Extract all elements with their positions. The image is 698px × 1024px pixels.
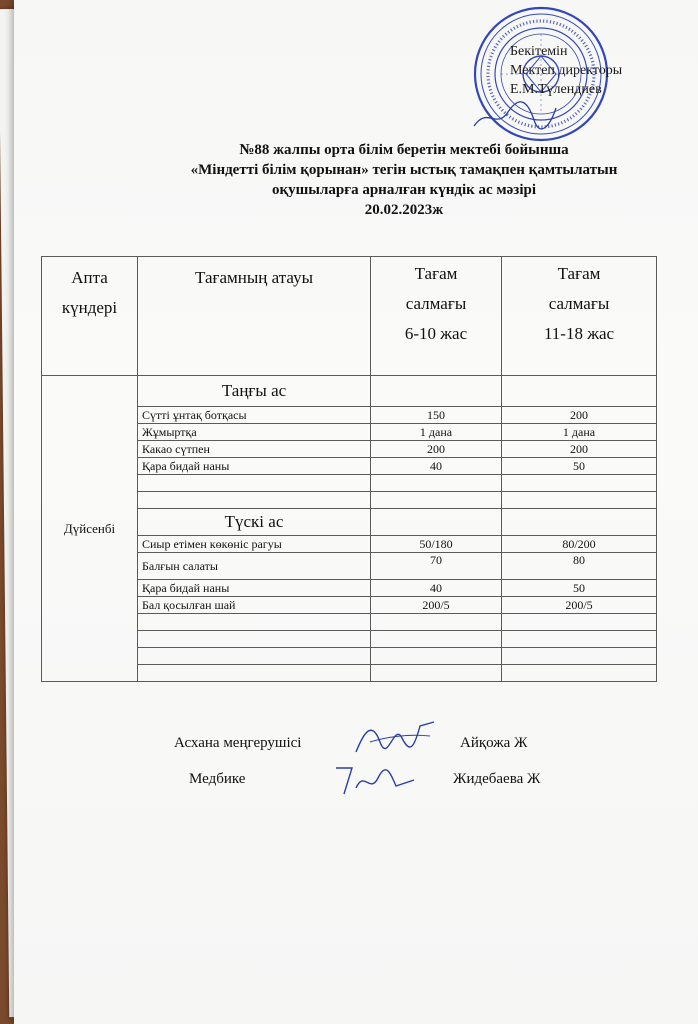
cook-signature: [350, 712, 440, 758]
weight-6-10: 1 дана: [371, 424, 502, 441]
header-text: Тағам: [414, 264, 458, 283]
title-line: «Міндетті білім қорынан» тегін ыстық тамақпен қамтылатын: [190, 162, 618, 178]
table-cell: [138, 614, 371, 631]
table-cell: [371, 376, 502, 407]
weight-11-18: 80/200: [502, 536, 657, 553]
header-text: күндері: [61, 298, 118, 317]
director-signature: [470, 96, 560, 136]
table-cell: [371, 614, 502, 631]
header-text: Тағам: [557, 264, 601, 283]
table-cell: [502, 648, 657, 665]
day-cell: Дүйсенбі: [42, 376, 138, 682]
approval-block: [510, 42, 670, 99]
dish-name: Жұмыртқа: [138, 424, 371, 441]
weight-6-10: 50/180: [371, 536, 502, 553]
table-cell: [138, 631, 371, 648]
weight-6-10: 40: [371, 458, 502, 475]
document-title: [94, 140, 698, 220]
weight-11-18: 200: [502, 407, 657, 424]
title-date: 20.02.2023ж: [364, 202, 444, 218]
weight-11-18: 1 дана: [502, 424, 657, 441]
table-cell: [502, 509, 657, 536]
table-cell: [138, 665, 371, 682]
table-cell: [138, 492, 371, 509]
title-line: №88 жалпы орта білім беретін мектебі бойынша: [239, 142, 569, 158]
weight-11-18: 50: [502, 580, 657, 597]
title-line: оқушыларға арналған күндік ас мәзірі: [272, 182, 536, 198]
weight-6-10: 150: [371, 407, 502, 424]
table-cell: [371, 509, 502, 536]
weight-11-18: 50: [502, 458, 657, 475]
dish-name: Қара бидай наны: [138, 580, 371, 597]
dish-name: Сиыр етімен көкөніс рагуы: [138, 536, 371, 553]
table-row: [42, 376, 657, 407]
table-cell: [371, 492, 502, 509]
dish-name: Сүтті ұнтақ ботқасы: [138, 407, 371, 424]
header-week-days: [42, 257, 138, 376]
header-text: салмағы: [405, 294, 467, 313]
table-cell: [138, 475, 371, 492]
table-cell: [502, 475, 657, 492]
dish-name: Какао сүтпен: [138, 441, 371, 458]
table-cell: [502, 376, 657, 407]
dish-name: Бал қосылған шай: [138, 597, 371, 614]
table-cell: [502, 492, 657, 509]
header-text: Апта: [71, 268, 108, 287]
nurse-signature: [330, 760, 420, 800]
weight-6-10: 200: [371, 441, 502, 458]
weight-6-10: 200/5: [371, 597, 502, 614]
table-cell: [138, 648, 371, 665]
weight-11-18: 200/5: [502, 597, 657, 614]
table-cell: [371, 631, 502, 648]
table-cell: [371, 648, 502, 665]
signature-name-nurse: Жидебаева Ж: [453, 771, 541, 787]
table-cell: [371, 475, 502, 492]
approval-line: Бекітемін: [510, 44, 568, 59]
weight-6-10: 40: [371, 580, 502, 597]
header-text: 11-18 жас: [543, 324, 615, 343]
weight-6-10: 70: [371, 553, 502, 580]
header-dish-name: Тағамның атауы: [138, 257, 371, 376]
weight-11-18: 200: [502, 441, 657, 458]
header-text: салмағы: [548, 294, 610, 313]
header-text: 6-10 жас: [404, 324, 468, 343]
signature-role-cook: Асхана меңгерушісі: [174, 735, 302, 751]
weight-11-18: 80: [502, 553, 657, 580]
table-cell: [502, 631, 657, 648]
section-label-breakfast: Таңғы ас: [138, 376, 371, 407]
dish-name: Балғын салаты: [138, 553, 371, 580]
approval-line: Мектеп директоры: [510, 63, 623, 78]
table-header-row: [42, 257, 657, 376]
signature-role-nurse: Медбике: [189, 771, 246, 787]
table-cell: [502, 614, 657, 631]
header-weight-6-10: [371, 257, 502, 376]
section-label-lunch: Түскі ас: [138, 509, 371, 536]
header-weight-11-18: [502, 257, 657, 376]
table-cell: [371, 665, 502, 682]
approval-line: Е.М.Түлендиев: [510, 82, 602, 97]
menu-table: [41, 256, 657, 682]
table-cell: [502, 665, 657, 682]
signature-name-cook: Айқожа Ж: [460, 735, 528, 751]
dish-name: Қара бидай наны: [138, 458, 371, 475]
